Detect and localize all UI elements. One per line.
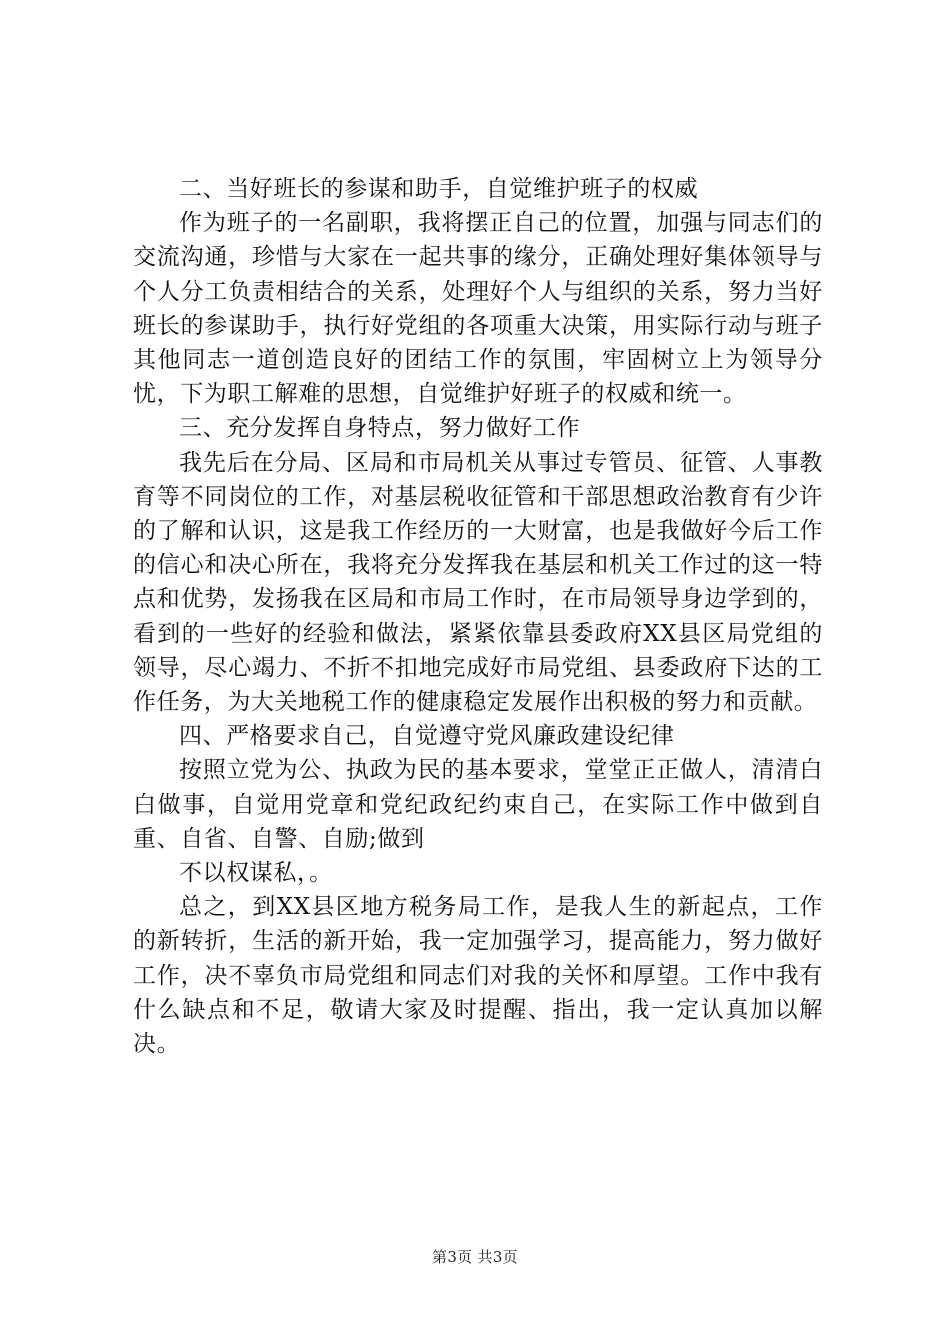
section-heading-2: 二、当好班长的参谋和助手，自觉维护班子的权威 <box>179 176 699 202</box>
page-number-footer: 第3页 共3页 <box>432 1248 518 1266</box>
section-heading-3: 三、充分发挥自身特点，努力做好工作 <box>179 415 581 442</box>
body-paragraph: 按照立党为公、执政为民的基本要求，堂堂正正做人，清清白白做事，自觉用党章和党纪政纪约束自己，在实际工作中做到自重、自省、自警、自励;做到 <box>133 757 823 852</box>
body-paragraph: 作为班子的一名副职，我将摆正自己的位置，加强与同志们的交流沟通，珍惜与大家在一起共事的缘分，正确处理好集体领导与个人分工负责相结合的关系，处理好个人与组织的关系，努力当好班长的参谋助手，执行好党组的各项重大决策，用实际行动与班子其他同志一道创造良好的团结工作的氛围，牢固树立上为领导分忧，下为职工解难的思想，自觉维护好班子的权威和统一。 <box>133 210 823 408</box>
body-paragraph: 我先后在分局、区局和市局机关从事过专管员、征管、人事教育等不同岗位的工作，对基层税收征管和干部思想政治教育有少许的了解和认识，这是我工作经历的一大财富，也是我做好今后工作的信心和决心所在，我将充分发挥我在基层和机关工作过的这一特点和优势，发扬我在区局和市局工作时，在市局领导身边学到的，看到的一些好的经验和做法，紧紧依靠县委政府XX县区局党组的领导，尽心竭力、不折不扣地完成好市局党组、县委政府下达的工作任务，为大关地税工作的健康稳定发展作出积极的努力和贡献。 <box>133 449 823 716</box>
document-body <box>133 172 823 1061</box>
body-paragraph: 不以权谋私，。 <box>179 860 333 887</box>
closing-paragraph: 总之，到XX县区地方税务局工作，是我人生的新起点，工作的新转折，生活的新开始，我一定加强学习，提高能力，努力做好工作，决不辜负市局党组和同志们对我的关怀和厚望。工作中我有什么缺点和不足，敬请大家及时提醒、指出，我一定认真加以解决。 <box>133 894 823 1058</box>
section-heading-4: 四、严格要求自己，自觉遵守党风廉政建设纪律 <box>179 723 675 750</box>
